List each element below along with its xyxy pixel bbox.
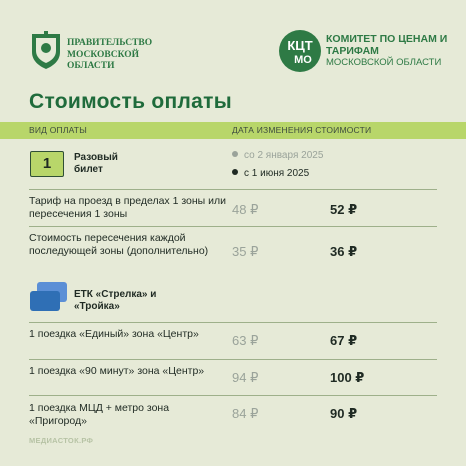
transport-cards-icon	[29, 282, 69, 314]
section-title-single-ticket: Разовый билет	[74, 152, 118, 175]
divider	[29, 226, 437, 227]
single-ticket-badge: 1	[30, 151, 64, 177]
new-price: 67 ₽	[330, 333, 358, 348]
divider	[29, 395, 437, 396]
new-price: 100 ₽	[330, 370, 365, 385]
divider	[29, 322, 437, 323]
row-label: Тариф на проезд в пределах 1 зоны или пересечения 1 зоны	[29, 195, 226, 220]
old-price: 63 ₽	[232, 333, 259, 348]
org-name: ПРАВИТЕЛЬСТВО МОСКОВСКОЙ ОБЛАСТИ	[67, 38, 153, 71]
row-label: Стоимость пересечения каждой последующей зоны (дополнительно)	[29, 232, 209, 257]
old-price: 35 ₽	[232, 244, 259, 259]
date-new-text: с 1 июня 2025	[244, 168, 310, 179]
footer-watermark: МЕДИАСТОК.РФ	[29, 436, 94, 445]
black-dot-icon	[232, 169, 238, 175]
committee-subtitle: МОСКОВСКОЙ ОБЛАСТИ	[326, 57, 442, 68]
grey-dot-icon	[232, 151, 238, 157]
divider	[29, 189, 437, 190]
date-old	[232, 150, 323, 161]
new-price: 90 ₽	[330, 406, 358, 421]
old-price: 48 ₽	[232, 202, 259, 217]
date-new	[232, 168, 309, 179]
new-price: 52 ₽	[330, 202, 358, 217]
old-price: 94 ₽	[232, 370, 259, 385]
svg-text:КЦТ: КЦТ	[287, 38, 313, 53]
old-price: 84 ₽	[232, 406, 259, 421]
row-label: 1 поездка «90 минут» зона «Центр»	[29, 365, 205, 377]
new-price: 36 ₽	[330, 244, 358, 259]
row-label: 1 поездка МЦД + метро зона «Пригород»	[29, 402, 170, 427]
divider	[29, 359, 437, 360]
svg-text:МО: МО	[294, 54, 312, 66]
column-header-payment-type: ВИД ОПЛАТЫ	[29, 125, 87, 135]
kct-mo-logo-icon	[278, 29, 322, 73]
date-old-text: со 2 января 2025	[244, 150, 324, 161]
column-header-date: ДАТА ИЗМЕНЕНИЯ СТОИМОСТИ	[232, 125, 372, 135]
coat-of-arms-icon	[29, 30, 63, 70]
page-title: Стоимость оплаты	[29, 90, 232, 113]
committee-title: КОМИТЕТ ПО ЦЕНАМ И ТАРИФАМ	[326, 33, 448, 57]
section-title-transport-cards: ЕТК «Стрелка» и «Тройка»	[74, 289, 157, 312]
row-label: 1 поездка «Единый» зона «Центр»	[29, 328, 199, 340]
